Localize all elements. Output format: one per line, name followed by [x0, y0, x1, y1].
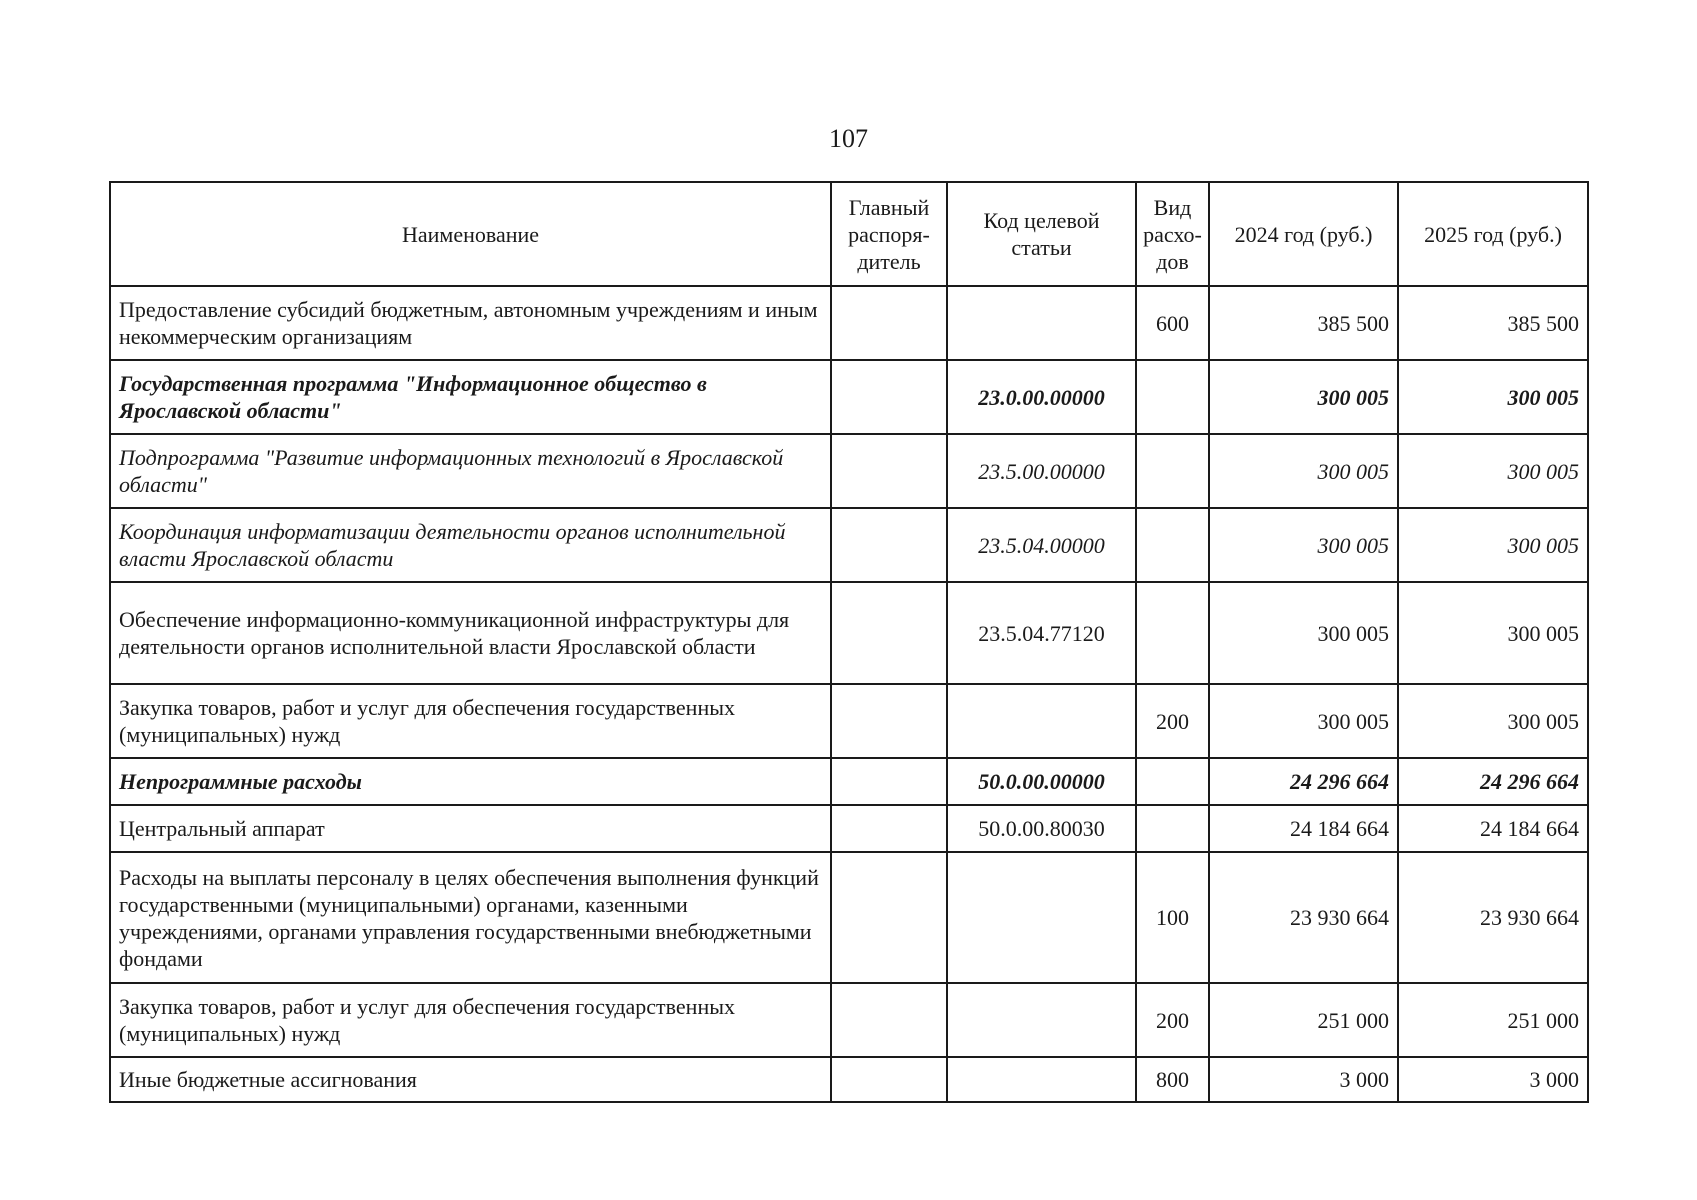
row-type	[1136, 434, 1209, 508]
table-row	[110, 286, 1588, 360]
row-manager	[831, 360, 947, 434]
row-2025: 24 296 664	[1398, 758, 1588, 805]
row-type: 200	[1136, 983, 1209, 1057]
header-type: Вид расхо-дов	[1136, 182, 1209, 286]
row-2025: 300 005	[1398, 434, 1588, 508]
row-name: Иные бюджетные ассигнования	[110, 1057, 831, 1102]
row-name: Закупка товаров, работ и услуг для обеспечения государственных (муниципальных) нужд	[110, 983, 831, 1057]
table-row	[110, 582, 1588, 684]
row-manager	[831, 434, 947, 508]
row-2025: 251 000	[1398, 983, 1588, 1057]
row-type: 200	[1136, 684, 1209, 758]
row-2024: 300 005	[1209, 582, 1398, 684]
row-2024: 23 930 664	[1209, 852, 1398, 983]
row-manager	[831, 983, 947, 1057]
header-name: Наименование	[110, 182, 831, 286]
table-row	[110, 852, 1588, 983]
page-number: 107	[829, 124, 868, 153]
row-2024: 24 296 664	[1209, 758, 1398, 805]
row-2025: 300 005	[1398, 684, 1588, 758]
row-2024: 300 005	[1209, 508, 1398, 582]
row-name: Расходы на выплаты персоналу в целях обеспечения выполнения функций государственными (муниципальными) органами, казенными учреждениями, органами управления государственными внебюджетными фондами	[110, 852, 831, 983]
row-2025: 300 005	[1398, 582, 1588, 684]
row-manager	[831, 582, 947, 684]
table-row	[110, 360, 1588, 434]
table-row	[110, 434, 1588, 508]
header-2025: 2025 год (руб.)	[1398, 182, 1588, 286]
row-type: 800	[1136, 1057, 1209, 1102]
table-row	[110, 805, 1588, 852]
row-2025: 300 005	[1398, 508, 1588, 582]
row-type	[1136, 805, 1209, 852]
row-2025: 23 930 664	[1398, 852, 1588, 983]
row-2024: 3 000	[1209, 1057, 1398, 1102]
row-code: 23.5.04.00000	[947, 508, 1136, 582]
row-2024: 300 005	[1209, 360, 1398, 434]
row-manager	[831, 805, 947, 852]
row-name: Обеспечение информационно-коммуникационной инфраструктуры для деятельности органов исполнительной власти Ярославской области	[110, 582, 831, 684]
row-manager	[831, 286, 947, 360]
row-manager	[831, 758, 947, 805]
table-row	[110, 1057, 1588, 1102]
row-code: 23.5.00.00000	[947, 434, 1136, 508]
row-type	[1136, 360, 1209, 434]
row-manager	[831, 684, 947, 758]
header-code: Код целевой статьи	[947, 182, 1136, 286]
header-manager: Главный распоря-дитель	[831, 182, 947, 286]
row-code	[947, 852, 1136, 983]
row-name: Подпрограмма "Развитие информационных технологий в Ярославской области"	[110, 434, 831, 508]
row-2024: 24 184 664	[1209, 805, 1398, 852]
row-name: Государственная программа "Информационное общество в Ярославской области"	[110, 360, 831, 434]
row-manager	[831, 1057, 947, 1102]
row-name: Координация информатизации деятельности органов исполнительной власти Ярославской области	[110, 508, 831, 582]
row-2024: 385 500	[1209, 286, 1398, 360]
row-type	[1136, 508, 1209, 582]
table-header-row	[110, 182, 1588, 286]
row-type	[1136, 758, 1209, 805]
row-name: Центральный аппарат	[110, 805, 831, 852]
row-type: 600	[1136, 286, 1209, 360]
row-type	[1136, 582, 1209, 684]
row-code	[947, 684, 1136, 758]
table-row	[110, 508, 1588, 582]
row-2025: 24 184 664	[1398, 805, 1588, 852]
row-code: 50.0.00.80030	[947, 805, 1136, 852]
row-2025: 300 005	[1398, 360, 1588, 434]
row-code	[947, 286, 1136, 360]
row-2025: 3 000	[1398, 1057, 1588, 1102]
table-row	[110, 983, 1588, 1057]
row-2024: 300 005	[1209, 684, 1398, 758]
row-name: Непрограммные расходы	[110, 758, 831, 805]
row-code	[947, 983, 1136, 1057]
row-name: Предоставление субсидий бюджетным, автономным учреждениям и иным некоммерческим организациям	[110, 286, 831, 360]
row-code	[947, 1057, 1136, 1102]
row-code: 50.0.00.00000	[947, 758, 1136, 805]
row-2025: 385 500	[1398, 286, 1588, 360]
row-code: 23.0.00.00000	[947, 360, 1136, 434]
row-name: Закупка товаров, работ и услуг для обеспечения государственных (муниципальных) нужд	[110, 684, 831, 758]
row-2024: 251 000	[1209, 983, 1398, 1057]
header-2024: 2024 год (руб.)	[1209, 182, 1398, 286]
row-manager	[831, 508, 947, 582]
budget-table	[109, 181, 1589, 1103]
table-row	[110, 684, 1588, 758]
row-manager	[831, 852, 947, 983]
table-row	[110, 758, 1588, 805]
row-code: 23.5.04.77120	[947, 582, 1136, 684]
row-2024: 300 005	[1209, 434, 1398, 508]
row-type: 100	[1136, 852, 1209, 983]
